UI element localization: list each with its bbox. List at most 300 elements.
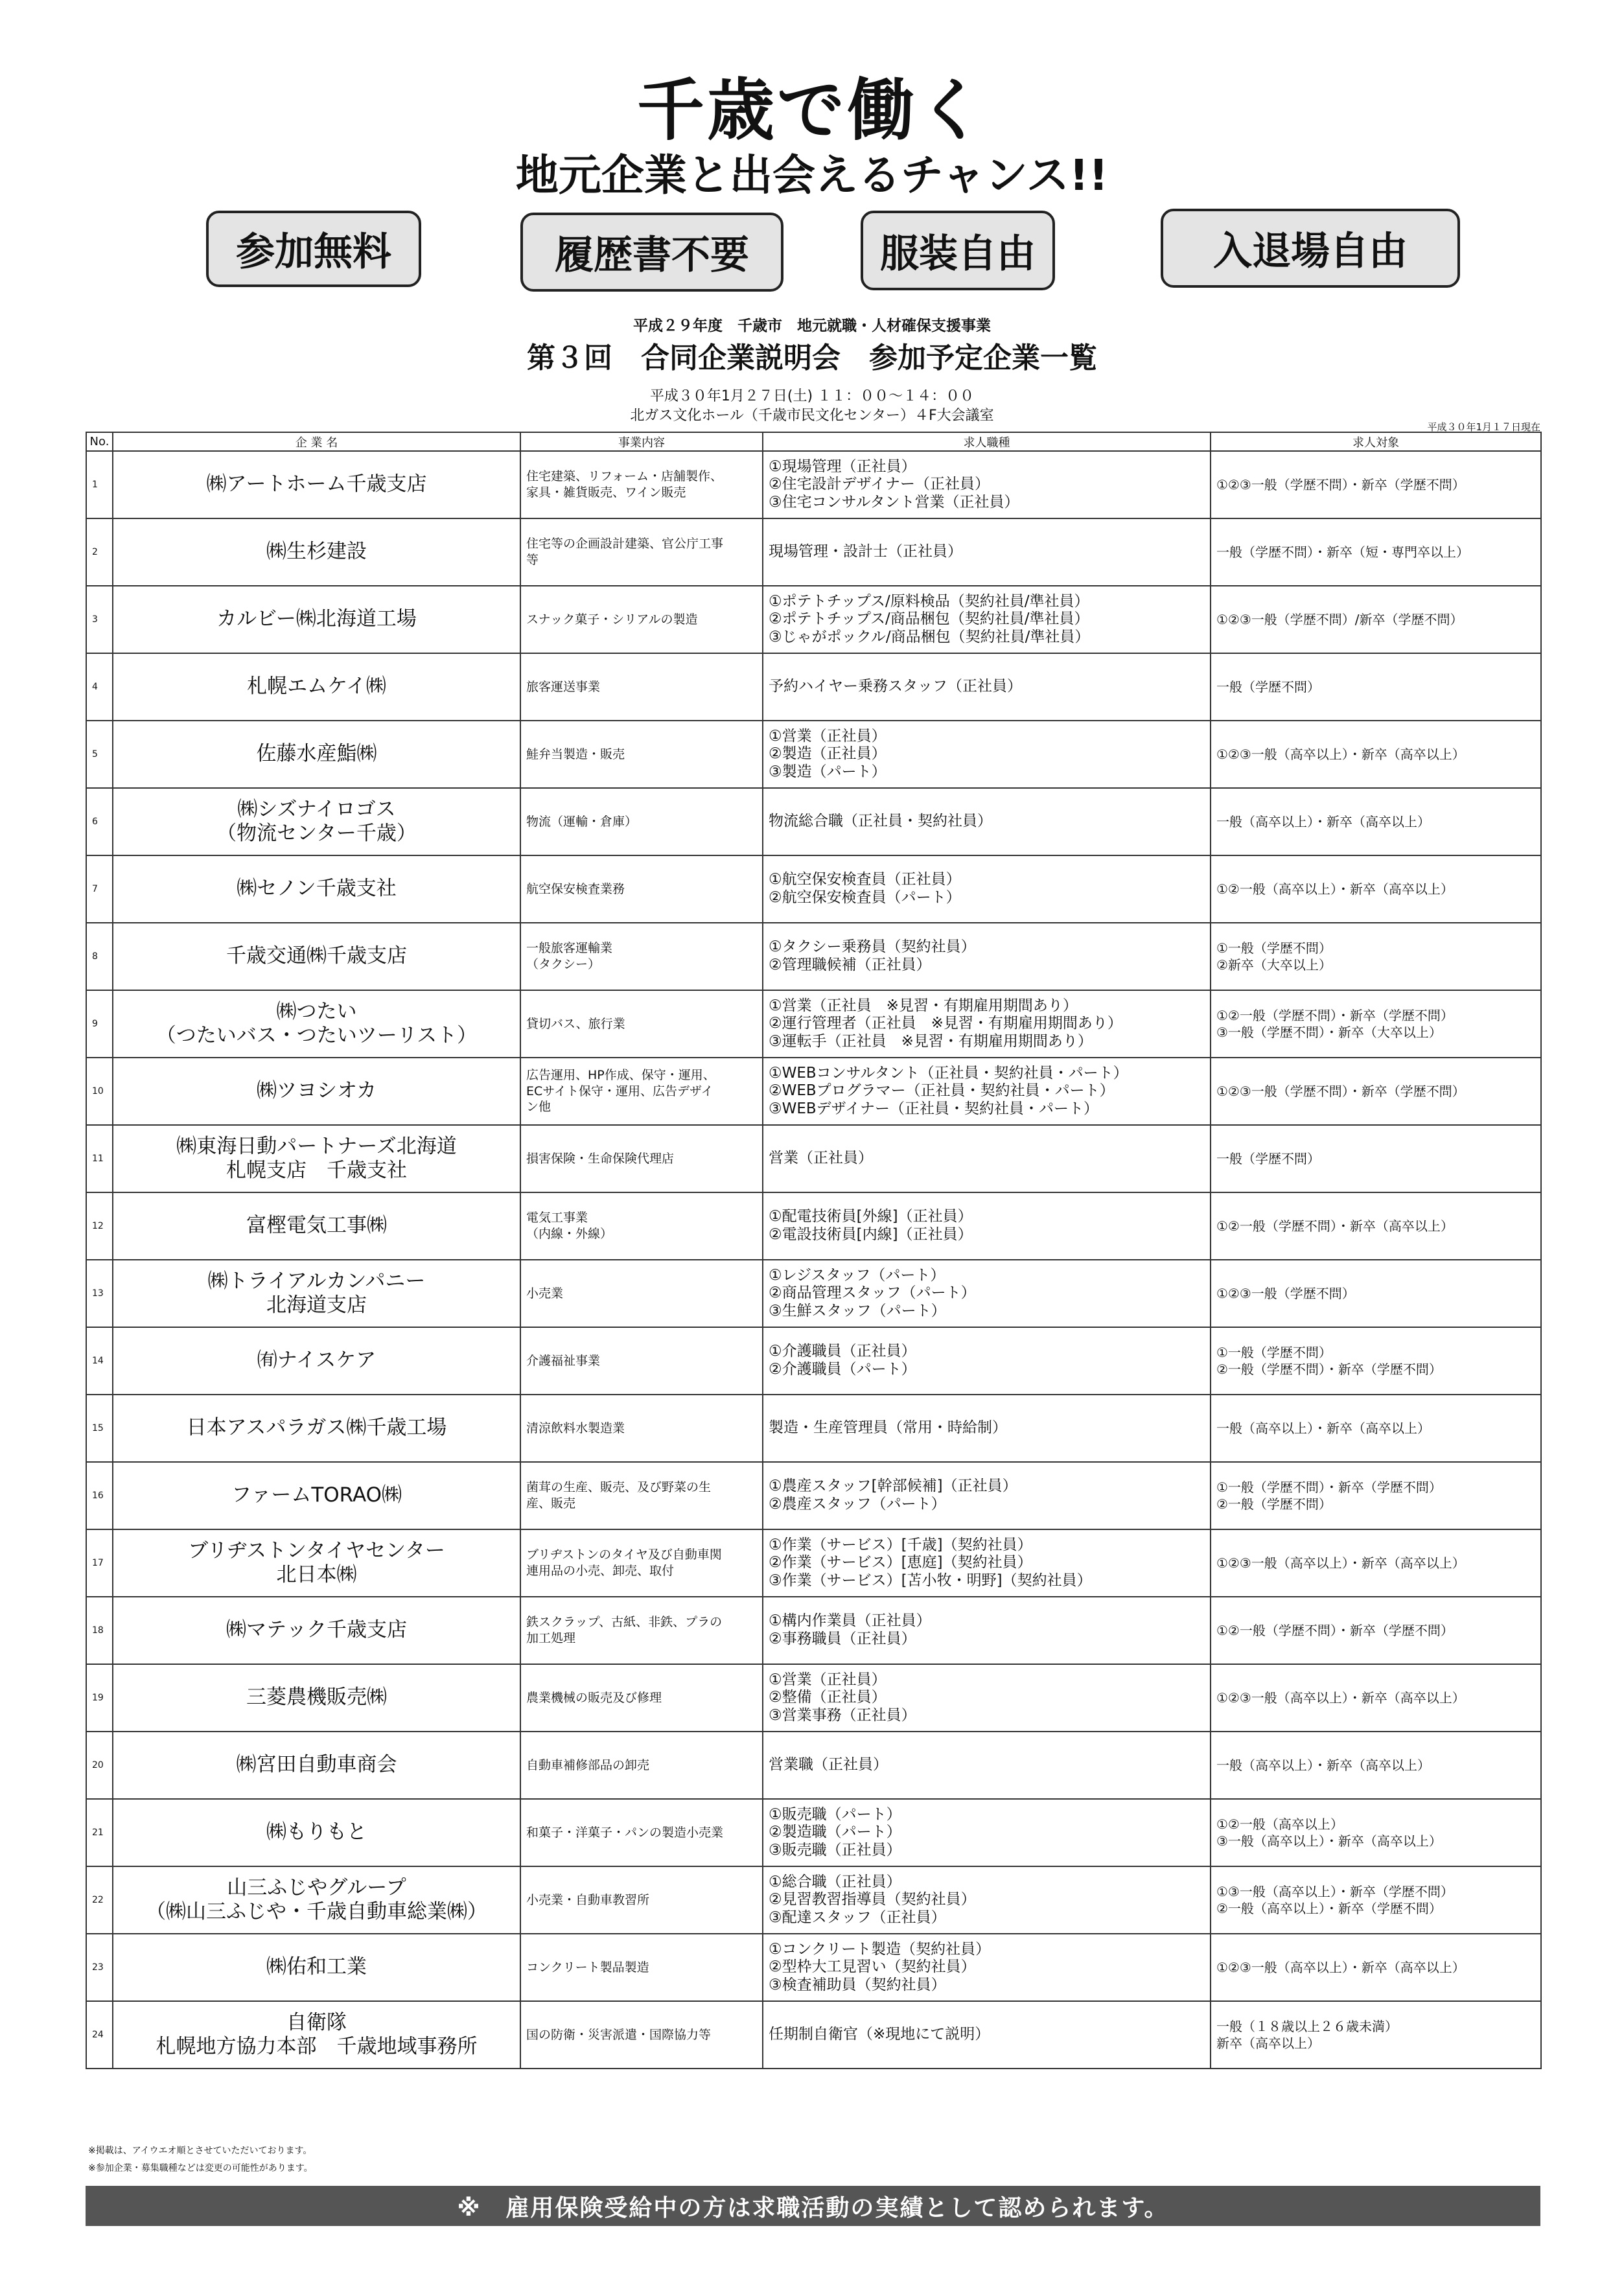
table-row — [86, 1395, 1541, 1462]
business-line: 和菓子・洋菓子・パンの製造小売業 — [526, 1825, 724, 1840]
company-line: カルビー㈱北海道工場 — [216, 607, 417, 631]
table-row — [86, 1597, 1541, 1664]
jobs-line: ①営業（正社員 ※見習・有期雇用期間あり） — [769, 997, 1078, 1014]
cell-business — [520, 990, 763, 1058]
business-line: 国の防衛・災害派遣・国際協力等 — [526, 2027, 712, 2042]
jobs-line: ②ポテトチップス/商品梱包（契約社員/準社員） — [769, 610, 1089, 628]
company-line: ㈱ツヨシオカ — [256, 1079, 377, 1103]
cell-company — [113, 1327, 520, 1395]
cell-no: 23 — [86, 1934, 113, 2001]
table-row — [86, 451, 1541, 518]
company-line: ㈱トライアルカンパニー — [207, 1269, 426, 1293]
note-order: ※掲載は、アイウエオ順とさせていただいております。 — [88, 2146, 312, 2156]
business-line: 小売業・自動車教習所 — [526, 1892, 650, 1907]
company-table — [86, 432, 1542, 2069]
cell-jobs — [763, 1529, 1211, 1597]
badge-free-entry: 参加無料 — [206, 211, 421, 287]
cell-jobs — [763, 788, 1211, 855]
table-row — [86, 721, 1541, 788]
business-line: （タクシー） — [526, 957, 601, 971]
business-line: 貸切バス、旅行業 — [526, 1016, 625, 1031]
jobs-line: ②製造（正社員） — [769, 745, 887, 763]
cell-company — [113, 1597, 520, 1664]
main-title: 千歳で働く — [636, 71, 987, 150]
badge-free-in-out: 入退場自由 — [1161, 209, 1460, 288]
target-line: ①②③一般（学歴不問）・新卒（学歴不問） — [1216, 477, 1465, 493]
business-line: 農業機械の販売及び修理 — [526, 1690, 662, 1705]
footer-banner: ※ 雇用保険受給中の方は求職活動の実績として認められます。 — [86, 2186, 1540, 2226]
business-line: 電気工事業 — [526, 1211, 588, 1225]
company-line: 自衛隊 — [286, 2010, 347, 2034]
target-line: ①②③一般（学歴不問）・新卒（学歴不問） — [1216, 1084, 1465, 1099]
jobs-line: ①WEBコンサルタント（正社員・契約社員・パート） — [769, 1064, 1128, 1082]
target-line: ③一般（学歴不問）・新卒（大卒以上） — [1216, 1025, 1442, 1040]
cell-target — [1211, 1125, 1541, 1192]
cell-jobs — [763, 1664, 1211, 1732]
jobs-line: 製造・生産管理員（常用・時給制） — [769, 1419, 1007, 1437]
cell-company — [113, 1732, 520, 1799]
jobs-line: ③じゃがポックル/商品梱包（契約社員/準社員） — [769, 628, 1090, 645]
cell-business — [520, 1260, 763, 1327]
jobs-line: ②航空保安検査員（パート） — [769, 889, 961, 906]
table-row — [86, 1529, 1541, 1597]
cell-company — [113, 653, 520, 721]
cell-target — [1211, 923, 1541, 990]
company-line: 北海道支店 — [266, 1293, 367, 1317]
cell-target — [1211, 1934, 1541, 2001]
cell-business — [520, 1462, 763, 1529]
cell-target — [1211, 1395, 1541, 1462]
target-line: ①③一般（高卒以上）・新卒（学歴不問） — [1216, 1884, 1454, 1899]
target-line: ②一般（学歴不問） — [1216, 1496, 1332, 1512]
business-line: 航空保安検査業務 — [526, 881, 625, 896]
target-line: ①②③一般（高卒以上）・新卒（高卒以上） — [1216, 747, 1465, 762]
business-line: コンクリート製品製造 — [526, 1960, 649, 1975]
business-line: 旅客運送事業 — [526, 679, 601, 694]
cell-target — [1211, 1327, 1541, 1395]
event-date: 平成３０年1月２７日(土) １１：００～１４：００ — [649, 388, 975, 404]
cell-target — [1211, 990, 1541, 1058]
jobs-line: ②商品管理スタッフ（パート） — [769, 1284, 976, 1302]
cell-no: 13 — [86, 1260, 113, 1327]
cell-no: 2 — [86, 518, 113, 586]
jobs-line: ①総合職（正社員） — [769, 1873, 901, 1890]
cell-no: 24 — [86, 2001, 113, 2069]
table-row — [86, 2001, 1541, 2069]
cell-business — [520, 855, 763, 923]
jobs-line: ③作業（サービス）[苫小牧・明野]（契約社員） — [769, 1571, 1092, 1589]
cell-jobs — [763, 721, 1211, 788]
company-line: （㈱山三ふじや・千歳自動車総業㈱） — [146, 1900, 487, 1923]
jobs-line: ③生鮮スタッフ（パート） — [769, 1302, 946, 1319]
company-line: ㈱シズナイロゴス — [237, 797, 396, 821]
cell-business — [520, 721, 763, 788]
company-line: ㈱もりもと — [266, 1820, 367, 1844]
business-line: 家具・雑貨販売、ワイン販売 — [526, 485, 686, 500]
target-line: ②新卒（大卒以上） — [1216, 957, 1332, 973]
table-row — [86, 518, 1541, 586]
company-line: ブリヂストンタイヤセンター — [188, 1538, 445, 1562]
jobs-line: ①配電技術員[外線]（正社員） — [769, 1208, 973, 1225]
jobs-line: ①航空保安検査員（正社員） — [769, 871, 961, 888]
business-line: 小売業 — [526, 1286, 564, 1301]
cell-company — [113, 1125, 520, 1192]
note-changes: ※参加企業・募集職種などは変更の可能性があります。 — [88, 2163, 313, 2174]
main-subtitle: 地元企業と出会えるチャンス!! — [515, 150, 1109, 200]
cell-business — [520, 1866, 763, 1934]
cell-no: 3 — [86, 586, 113, 653]
cell-target — [1211, 1799, 1541, 1866]
cell-business — [520, 653, 763, 721]
cell-no: 14 — [86, 1327, 113, 1395]
cell-no: 22 — [86, 1866, 113, 1934]
cell-no: 5 — [86, 721, 113, 788]
company-line: 富樫電気工事㈱ — [246, 1214, 387, 1238]
cell-business — [520, 1799, 763, 1866]
cell-company — [113, 451, 520, 518]
company-line: ㈲ナイスケア — [257, 1349, 377, 1373]
table-row — [86, 1125, 1541, 1192]
target-line: ①②③一般（高卒以上）・新卒（高卒以上） — [1216, 1555, 1465, 1571]
header-no: No. — [86, 432, 113, 451]
cell-business — [520, 1934, 763, 2001]
jobs-line: ①介護職員（正社員） — [769, 1343, 916, 1360]
cell-business — [520, 451, 763, 518]
cell-company — [113, 721, 520, 788]
jobs-line: ③運転手（正社員 ※見習・有期雇用期間あり） — [769, 1032, 1093, 1050]
target-line: 一般（高卒以上）・新卒（高卒以上） — [1216, 1421, 1430, 1436]
cell-no: 11 — [86, 1125, 113, 1192]
company-line: 北日本㈱ — [276, 1563, 357, 1586]
cell-company — [113, 923, 520, 990]
target-line: 一般（学歴不問） — [1216, 1151, 1320, 1166]
jobs-line: ②電設技術員[内線]（正社員） — [769, 1226, 973, 1243]
jobs-line: 現場管理・設計士（正社員） — [769, 543, 962, 561]
cell-target — [1211, 1732, 1541, 1799]
business-line: 鉄スクラップ、古紙、非鉄、プラの — [526, 1615, 723, 1630]
jobs-line: ①タクシー乗務員（契約社員） — [769, 938, 976, 956]
company-line: ㈱東海日動パートナーズ北海道 — [176, 1134, 457, 1158]
jobs-line: ②事務職員（正社員） — [769, 1630, 916, 1647]
cell-target — [1211, 1462, 1541, 1529]
jobs-line: ①農産スタッフ[幹部候補]（正社員） — [769, 1478, 1017, 1495]
jobs-line: ②農産スタッフ（パート） — [769, 1496, 946, 1513]
table-row — [86, 855, 1541, 923]
jobs-line: ①レジスタッフ（パート） — [769, 1266, 945, 1284]
cell-jobs — [763, 1462, 1211, 1529]
jobs-line: 営業職（正社員） — [769, 1756, 888, 1774]
cell-jobs — [763, 2001, 1211, 2069]
badge-no-resume: 履歴書不要 — [520, 213, 783, 292]
jobs-line: 任期制自衛官（※現地にて説明） — [769, 2026, 990, 2043]
business-line: ECサイト保守・運用、広告デザイ — [526, 1084, 713, 1098]
cell-jobs — [763, 1327, 1211, 1395]
jobs-line: ①営業（正社員） — [769, 1671, 887, 1688]
cell-no: 8 — [86, 923, 113, 990]
cell-no: 4 — [86, 653, 113, 721]
target-line: ①②③一般（学歴不問）/新卒（学歴不問） — [1216, 612, 1463, 627]
target-line: ①一般（学歴不問） — [1216, 940, 1332, 956]
cell-jobs — [763, 1597, 1211, 1664]
jobs-line: ③配達スタッフ（正社員） — [769, 1908, 946, 1926]
company-line: 札幌支店 千歳支社 — [226, 1159, 407, 1182]
cell-no: 15 — [86, 1395, 113, 1462]
jobs-line: ①現場管理（正社員） — [769, 458, 916, 475]
cell-target — [1211, 1529, 1541, 1597]
jobs-line: ③販売職（正社員） — [769, 1841, 901, 1859]
company-line: （物流センター千歳） — [216, 822, 417, 845]
target-line: ①②一般（学歴不問）・新卒（学歴不問） — [1216, 1008, 1454, 1023]
jobs-line: ①作業（サービス）[千歳]（契約社員） — [769, 1536, 1032, 1553]
jobs-line: ①構内作業員（正社員） — [769, 1612, 931, 1630]
cell-no: 9 — [86, 990, 113, 1058]
jobs-line: ②型枠大工見習い（契約社員） — [769, 1958, 976, 1976]
cell-business — [520, 1597, 763, 1664]
target-line: 一般（高卒以上）・新卒（高卒以上） — [1216, 1757, 1430, 1773]
company-line: 札幌エムケイ㈱ — [247, 675, 386, 699]
cell-target — [1211, 518, 1541, 586]
company-line: 千歳交通㈱千歳支店 — [226, 944, 407, 968]
business-line: スナック菓子・シリアルの製造 — [526, 612, 698, 627]
jobs-line: ①ポテトチップス/原料検品（契約社員/準社員） — [769, 592, 1089, 610]
table-row — [86, 990, 1541, 1058]
table-row — [86, 586, 1541, 653]
target-line: ①一般（学歴不問）・新卒（学歴不問） — [1216, 1479, 1442, 1495]
table-row — [86, 653, 1541, 721]
cell-no: 19 — [86, 1664, 113, 1732]
cell-target — [1211, 653, 1541, 721]
jobs-line: ①販売職（パート） — [769, 1805, 901, 1823]
target-line: ②一般（学歴不問）・新卒（学歴不問） — [1216, 1362, 1442, 1377]
target-line: 新卒（高卒以上） — [1216, 2035, 1320, 2051]
cell-jobs — [763, 451, 1211, 518]
cell-jobs — [763, 990, 1211, 1058]
cell-target — [1211, 855, 1541, 923]
business-line: 等 — [526, 553, 539, 567]
business-line: 一般旅客運輸業 — [526, 941, 613, 956]
business-line: 住宅建築、リフォーム・店舗製作、 — [526, 469, 723, 484]
cell-business — [520, 1125, 763, 1192]
business-line: 損害保険・生命保険代理店 — [526, 1151, 675, 1166]
cell-target — [1211, 788, 1541, 855]
company-line: 三菱農機販売㈱ — [246, 1686, 387, 1710]
cell-business — [520, 923, 763, 990]
company-line: 日本アスパラガス㈱千歳工場 — [186, 1416, 447, 1440]
jobs-line: 物流総合職（正社員・契約社員） — [769, 813, 992, 830]
jobs-line: ②住宅設計デザイナー（正社員） — [769, 476, 990, 493]
cell-no: 17 — [86, 1529, 113, 1597]
cell-business — [520, 1664, 763, 1732]
business-line: 産、販売 — [526, 1496, 576, 1511]
notes — [88, 2142, 313, 2177]
cell-company — [113, 990, 520, 1058]
cell-business — [520, 1732, 763, 1799]
event-title: 第３回 合同企業説明会 参加予定企業一覧 — [527, 342, 1097, 375]
cell-no: 12 — [86, 1192, 113, 1260]
business-line: （内線・外線） — [526, 1227, 613, 1241]
target-line: ②一般（高卒以上）・新卒（学歴不問） — [1216, 1901, 1442, 1916]
cell-business — [520, 2001, 763, 2069]
jobs-line: 予約ハイヤー乗務スタッフ（正社員） — [769, 678, 1022, 695]
table-row — [86, 1664, 1541, 1732]
cell-jobs — [763, 518, 1211, 586]
cell-company — [113, 2001, 520, 2069]
badge-free-dress: 服装自由 — [861, 211, 1055, 290]
target-line: ①②一般（学歴不問）・新卒（学歴不問） — [1216, 1623, 1454, 1638]
table-row — [86, 1732, 1541, 1799]
business-line: 自動車補修部品の卸売 — [526, 1757, 650, 1772]
cell-target — [1211, 1664, 1541, 1732]
business-line: 鮭弁当製造・販売 — [526, 747, 625, 761]
target-line: ①②③一般（高卒以上）・新卒（高卒以上） — [1216, 1690, 1465, 1706]
business-line: 清涼飲料水製造業 — [526, 1421, 625, 1435]
jobs-line: ②作業（サービス）[恵庭]（契約社員） — [769, 1554, 1032, 1571]
company-line: 山三ふじやグループ — [227, 1875, 406, 1899]
cell-business — [520, 586, 763, 653]
cell-target — [1211, 1597, 1541, 1664]
company-line: ㈱アートホーム千歳支店 — [206, 472, 427, 496]
cell-company — [113, 1664, 520, 1732]
table-row — [86, 1462, 1541, 1529]
cell-business — [520, 1327, 763, 1395]
table-row — [86, 1327, 1541, 1395]
cell-target — [1211, 586, 1541, 653]
business-line: 加工処理 — [526, 1631, 576, 1645]
cell-no: 7 — [86, 855, 113, 923]
cell-company — [113, 855, 520, 923]
jobs-line: ②製造職（パート） — [769, 1824, 901, 1841]
cell-no: 6 — [86, 788, 113, 855]
table-row — [86, 788, 1541, 855]
company-line: （つたいバス・つたいツーリスト） — [156, 1024, 478, 1047]
cell-company — [113, 1192, 520, 1260]
jobs-line: ②見習教習指導員（契約社員） — [769, 1891, 976, 1908]
cell-no: 16 — [86, 1462, 113, 1529]
target-line: ①一般（学歴不問） — [1216, 1345, 1332, 1360]
cell-target — [1211, 1866, 1541, 1934]
company-line: ㈱宮田自動車商会 — [236, 1753, 397, 1777]
business-line: 物流（運輸・倉庫） — [526, 814, 638, 829]
cell-jobs — [763, 1732, 1211, 1799]
company-line: 札幌地方協力本部 千歳地域事務所 — [156, 2035, 478, 2058]
cell-jobs — [763, 855, 1211, 923]
jobs-line: 営業（正社員） — [769, 1150, 873, 1167]
table-row — [86, 1866, 1541, 1934]
cell-company — [113, 518, 520, 586]
jobs-line: ①営業（正社員） — [769, 727, 887, 745]
company-line: ㈱生杉建設 — [266, 540, 367, 564]
table-row — [86, 1058, 1541, 1125]
company-line: ㈱マテック千歳支店 — [226, 1618, 407, 1642]
cell-jobs — [763, 1260, 1211, 1327]
cell-target — [1211, 1260, 1541, 1327]
cell-jobs — [763, 1395, 1211, 1462]
cell-business — [520, 1529, 763, 1597]
header-company: 企 業 名 — [113, 432, 520, 451]
company-line: ㈱つたい — [276, 999, 357, 1023]
business-line: 住宅等の企画設計建築、官公庁工事 — [526, 537, 724, 551]
header-jobs: 求人職種 — [763, 432, 1211, 451]
jobs-line: ③検査補助員（契約社員） — [769, 1976, 946, 1993]
target-line: ①②一般（学歴不問）・新卒（高卒以上） — [1216, 1218, 1454, 1234]
cell-company — [113, 1395, 520, 1462]
cell-jobs — [763, 1934, 1211, 2001]
cell-no: 21 — [86, 1799, 113, 1866]
cell-target — [1211, 1058, 1541, 1125]
cell-jobs — [763, 586, 1211, 653]
cell-jobs — [763, 1058, 1211, 1125]
as-of-date: 平成３０年1月１７日現在 — [1427, 421, 1540, 433]
cell-target — [1211, 721, 1541, 788]
cell-company — [113, 1462, 520, 1529]
business-line: 広告運用、HP作成、保守・運用、 — [526, 1067, 715, 1082]
jobs-line: ③住宅コンサルタント営業（正社員） — [769, 493, 1019, 511]
header-business: 事業内容 — [520, 432, 763, 451]
jobs-line: ③製造（パート） — [769, 763, 887, 780]
company-line: ㈱佑和工業 — [266, 1955, 367, 1979]
jobs-line: ③営業事務（正社員） — [769, 1706, 916, 1724]
cell-business — [520, 1058, 763, 1125]
jobs-line: ②運行管理者（正社員 ※見習・有期雇用期間あり） — [769, 1015, 1122, 1032]
table-header-row — [86, 432, 1541, 451]
cell-jobs — [763, 1866, 1211, 1934]
event-program: 平成２９年度 千歳市 地元就職・人材確保支援事業 — [633, 318, 991, 334]
cell-no: 10 — [86, 1058, 113, 1125]
cell-company — [113, 1934, 520, 2001]
target-line: ③一般（高卒以上）・新卒（高卒以上） — [1216, 1833, 1442, 1849]
cell-target — [1211, 451, 1541, 518]
business-line: ブリヂストンのタイヤ及び自動車関 — [526, 1548, 722, 1562]
cell-jobs — [763, 653, 1211, 721]
table-row — [86, 1192, 1541, 1260]
target-line: ①②③一般（学歴不問） — [1216, 1286, 1355, 1301]
company-line: ㈱セノン千歳支社 — [237, 877, 397, 901]
target-line: 一般（高卒以上）・新卒（高卒以上） — [1216, 814, 1430, 829]
target-line: 一般（１８歳以上２６歳未満） — [1216, 2019, 1398, 2034]
header-target: 求人対象 — [1211, 432, 1541, 451]
jobs-line: ②WEBプログラマー（正社員・契約社員・パート） — [769, 1082, 1115, 1100]
cell-jobs — [763, 1125, 1211, 1192]
target-line: ①②一般（高卒以上） — [1216, 1816, 1343, 1832]
cell-jobs — [763, 1799, 1211, 1866]
business-line: 連用品の小売、卸売、取付 — [526, 1564, 675, 1578]
cell-company — [113, 1529, 520, 1597]
table-row — [86, 1799, 1541, 1866]
target-line: 一般（学歴不問）・新卒（短・専門卒以上） — [1216, 544, 1469, 560]
cell-business — [520, 518, 763, 586]
cell-no: 20 — [86, 1732, 113, 1799]
jobs-line: ③WEBデザイナー（正社員・契約社員・パート） — [769, 1100, 1099, 1117]
business-line: 菌茸の生産、販売、及び野菜の生 — [526, 1480, 712, 1495]
cell-target — [1211, 2001, 1541, 2069]
table-row — [86, 1934, 1541, 2001]
table-row — [86, 923, 1541, 990]
table-row — [86, 1260, 1541, 1327]
business-line: 介護福祉事業 — [526, 1353, 601, 1368]
jobs-line: ②整備（正社員） — [769, 1689, 887, 1706]
cell-company — [113, 788, 520, 855]
cell-business — [520, 1395, 763, 1462]
cell-company — [113, 1058, 520, 1125]
cell-jobs — [763, 1192, 1211, 1260]
company-line: ファームTORAO㈱ — [231, 1483, 402, 1507]
jobs-line: ②介護職員（パート） — [769, 1361, 916, 1378]
jobs-line: ②管理職候補（正社員） — [769, 957, 931, 973]
cell-no: 1 — [86, 451, 113, 518]
cell-business — [520, 1192, 763, 1260]
cell-company — [113, 1260, 520, 1327]
cell-no: 18 — [86, 1597, 113, 1664]
